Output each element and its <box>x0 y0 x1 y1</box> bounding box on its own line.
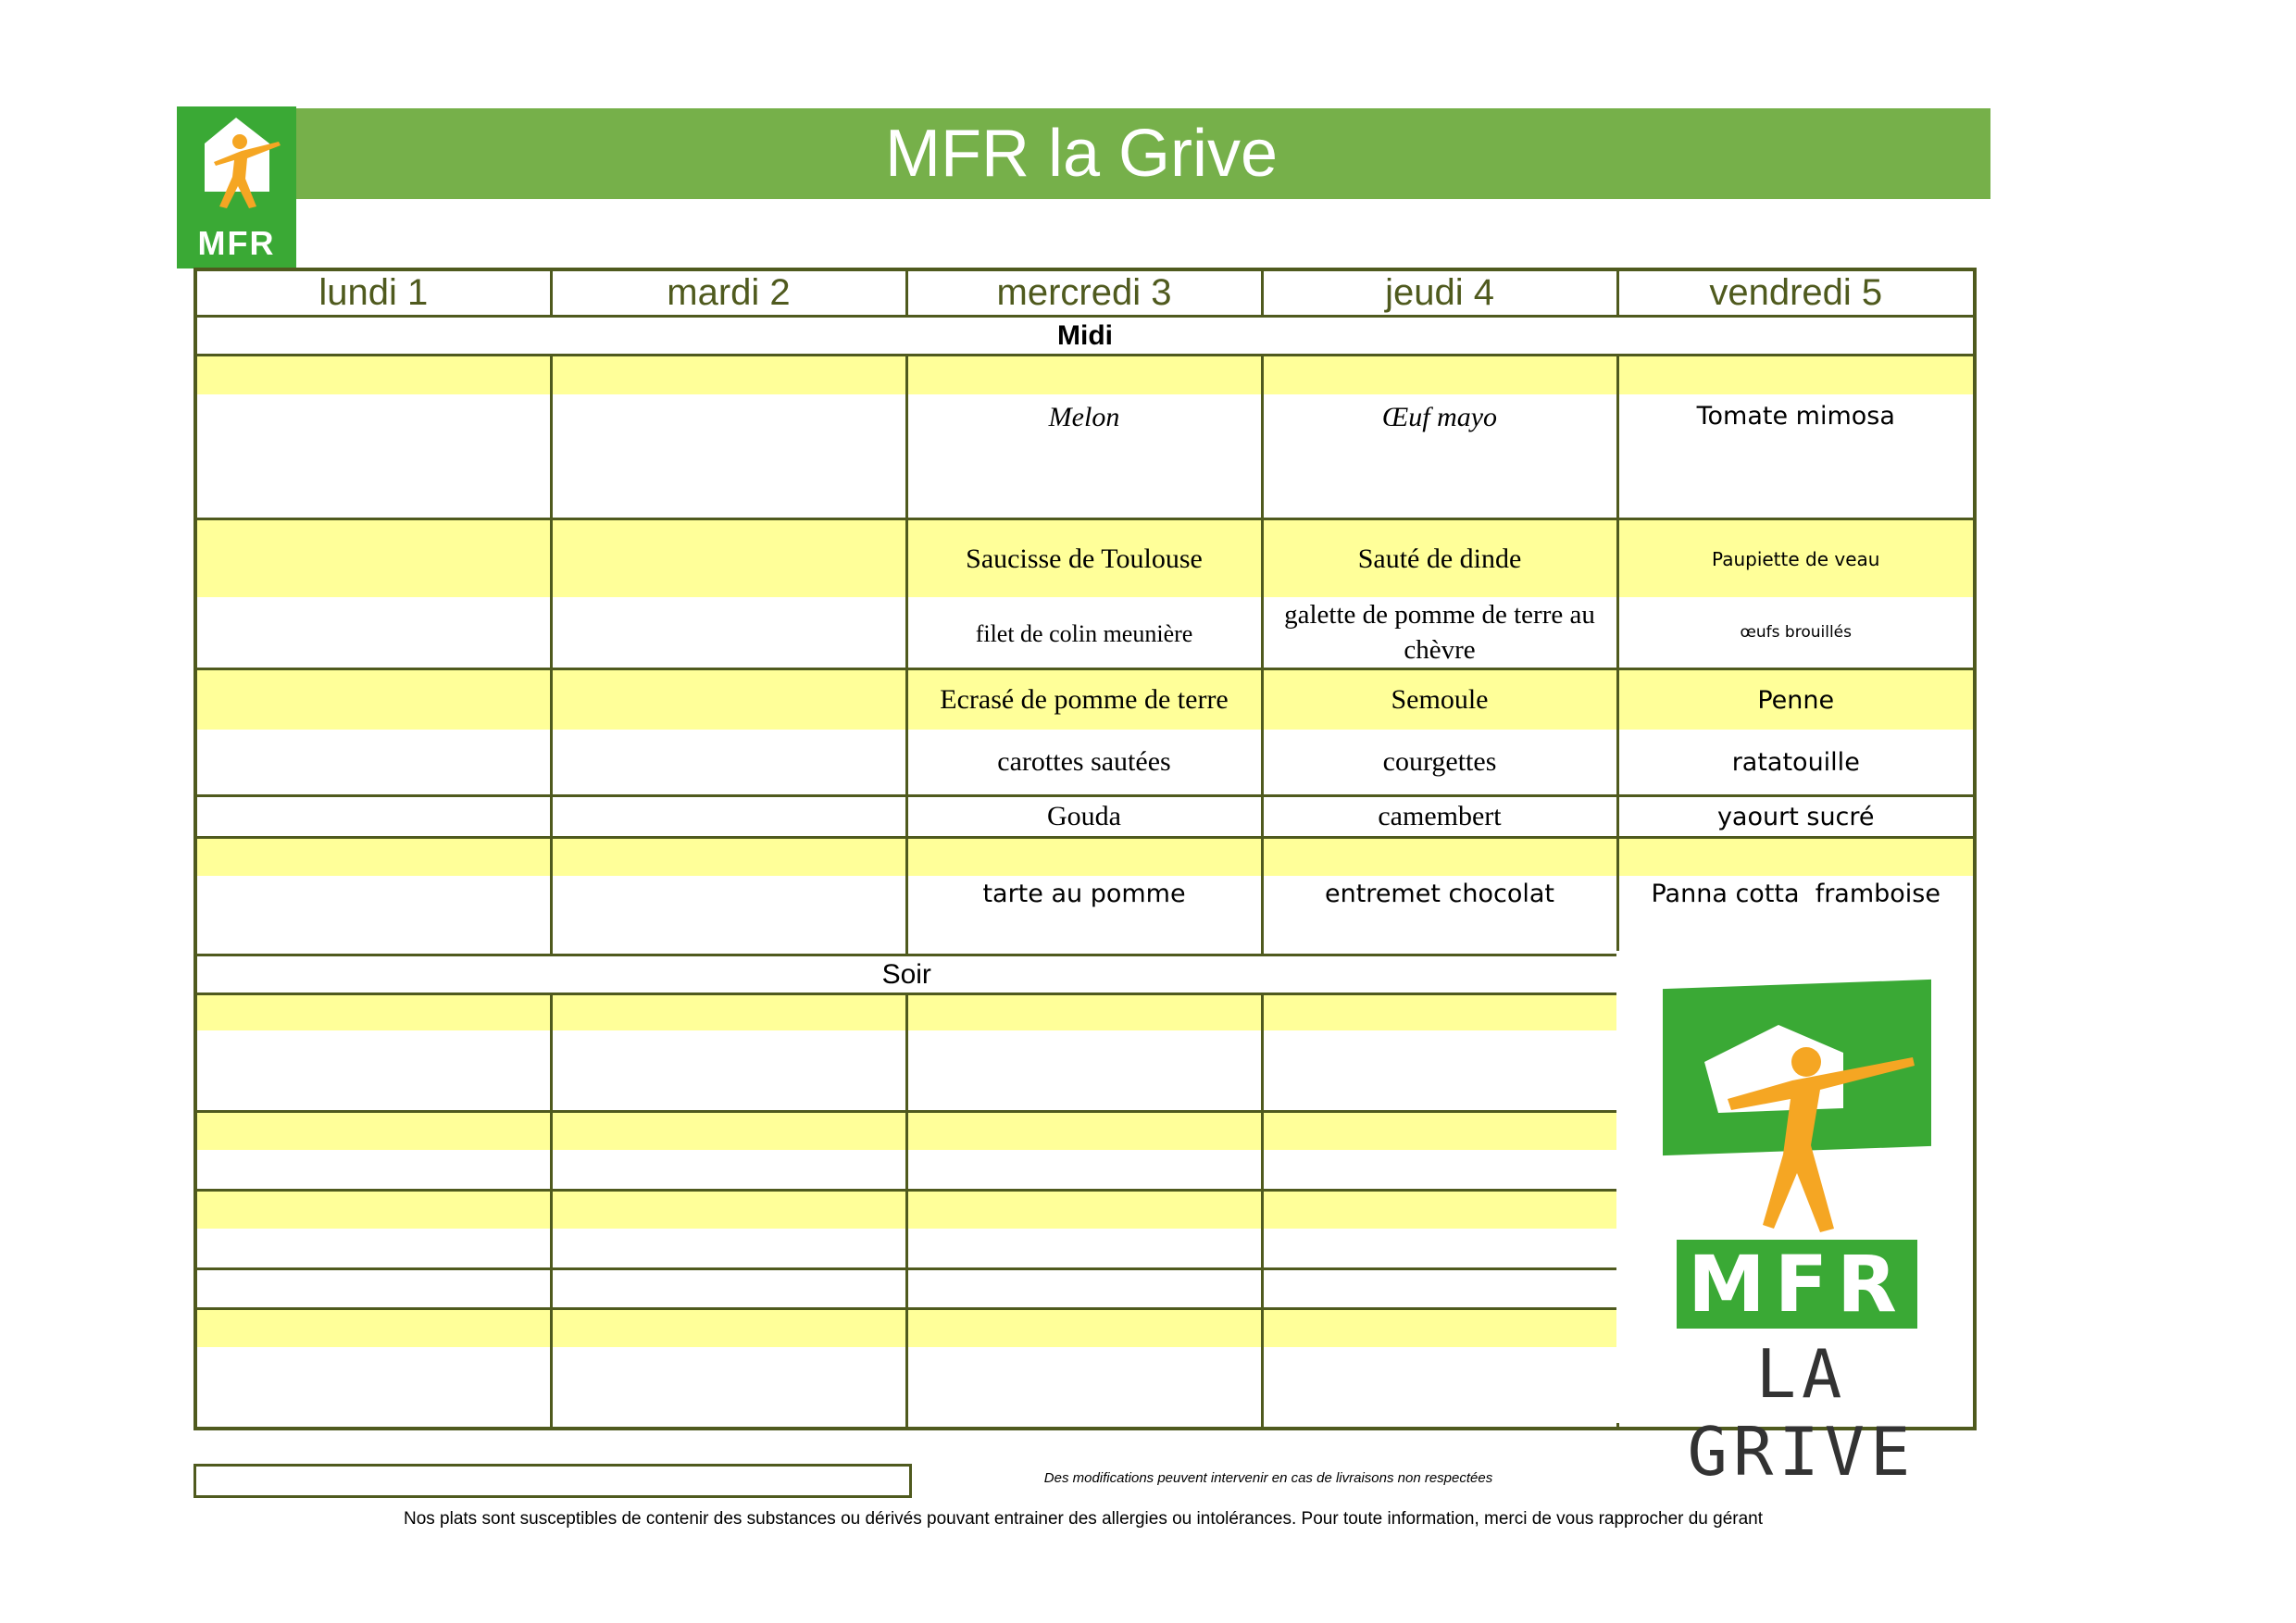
day-header: lundi 1 <box>195 269 551 317</box>
soir-section-label: Soir <box>195 955 1617 994</box>
menu-cell: tarte au pomme <box>906 876 1262 955</box>
menu-cell: œufs brouillés <box>1617 597 1975 669</box>
menu-cell: Semoule <box>1262 669 1617 730</box>
plat-2-row <box>195 597 1975 669</box>
table-row <box>195 838 1975 877</box>
menu-cell: filet de colin meunière <box>906 597 1262 669</box>
menu-cell: carottes sautées <box>906 730 1262 796</box>
empty-footer-box <box>193 1464 912 1498</box>
mfr-logo-small <box>177 106 296 268</box>
menu-cell: Paupiette de veau <box>1617 519 1975 598</box>
logo-small-label: MFR <box>197 224 276 262</box>
logo-mfr-label: MFR <box>1677 1240 1917 1329</box>
mfr-la-grive-logo <box>1616 951 1973 1491</box>
page-title: MFR la Grive <box>884 117 1279 191</box>
menu-cell: Panna cotta framboise <box>1617 876 1975 955</box>
day-header: mercredi 3 <box>906 269 1262 317</box>
midi-section-label: Midi <box>195 317 1975 356</box>
dessert-row <box>195 876 1975 955</box>
menu-cell: Œuf mayo <box>1262 394 1617 519</box>
accompagnement-1-row <box>195 669 1975 730</box>
menu-cell: Melon <box>906 394 1262 519</box>
menu-cell: courgettes <box>1262 730 1617 796</box>
day-header: mardi 2 <box>551 269 906 317</box>
modification-note: Des modifications peuvent intervenir en cas de livraisons non respectées <box>1043 1470 1493 1486</box>
day-header-row <box>195 269 1975 317</box>
menu-cell: camembert <box>1262 796 1617 838</box>
person-house-icon <box>1616 951 1973 1247</box>
day-header: jeudi 4 <box>1262 269 1617 317</box>
menu-cell: Saucisse de Toulouse <box>906 519 1262 598</box>
logo-subtitle: LA GRIVE <box>1687 1335 1916 1491</box>
day-header: vendredi 5 <box>1617 269 1975 317</box>
menu-cell: Penne <box>1617 669 1975 730</box>
menu-cell: Sauté de dinde <box>1262 519 1617 598</box>
table-row <box>195 356 1975 395</box>
menu-cell: entremet chocolat <box>1262 876 1617 955</box>
menu-cell: Tomate mimosa <box>1617 394 1975 519</box>
menu-cell: Ecrasé de pomme de terre <box>906 669 1262 730</box>
menu-cell: ratatouille <box>1617 730 1975 796</box>
plat-1-row <box>195 519 1975 598</box>
accompagnement-2-row <box>195 730 1975 796</box>
menu-cell: yaourt sucré <box>1617 796 1975 838</box>
menu-cell: Gouda <box>906 796 1262 838</box>
midi-section-row <box>195 317 1975 356</box>
menu-cell: galette de pomme de terre au chèvre <box>1262 597 1617 669</box>
person-house-icon <box>177 106 296 227</box>
allergy-notice: Nos plats sont susceptibles de contenir des substances ou dérivés pouvant entrainer des allergies ou intolérances. Pour toute information, merci de vous rapprocher du gérant <box>403 1509 1764 1529</box>
entree-row <box>195 394 1975 519</box>
fromage-row <box>195 796 1975 838</box>
